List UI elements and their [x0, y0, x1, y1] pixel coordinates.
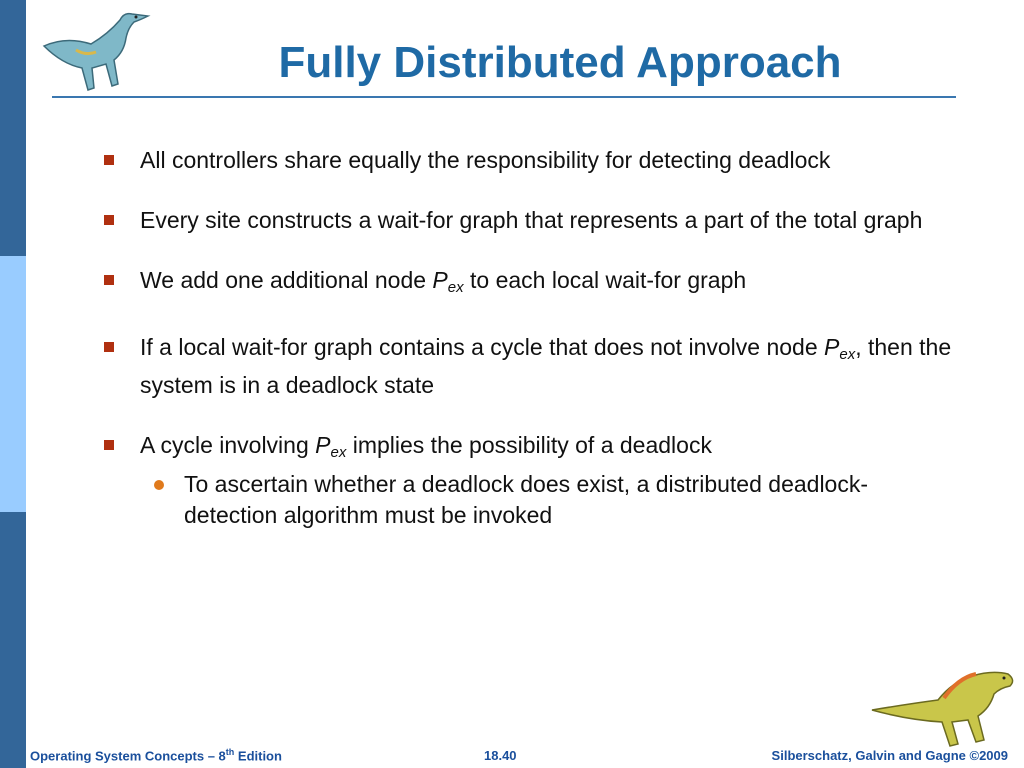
bullet-text: All controllers share equally the responsibility for detecting deadlock — [140, 147, 831, 173]
square-bullet-icon — [104, 275, 114, 285]
bullet-text-post: implies the possibility of a deadlock — [346, 432, 712, 458]
sidebar-middle-segment — [0, 256, 26, 512]
square-bullet-icon — [104, 440, 114, 450]
footer-page-number: 18.40 — [484, 748, 517, 763]
title-underline — [52, 96, 956, 98]
bullet-item — [100, 205, 960, 236]
bullet-text-post: , then the system is in a deadlock state — [140, 334, 952, 398]
footer-course-title — [30, 747, 282, 763]
bullet-text-pre: If a local wait-for graph contains a cycle that does not involve node — [140, 334, 825, 360]
round-bullet-icon — [154, 480, 164, 490]
footer-authors: Silberschatz, Galvin and Gagne ©2009 — [771, 748, 1008, 763]
node-variable-subscript: ex — [839, 346, 856, 363]
bullet-text-pre: A cycle involving — [140, 432, 316, 458]
node-variable-subscript: ex — [330, 444, 347, 461]
square-bullet-icon — [104, 155, 114, 165]
node-variable-subscript: ex — [447, 279, 464, 296]
bullet-item — [100, 145, 960, 176]
slide-title: Fully Distributed Approach — [278, 38, 842, 87]
bullet-text: Every site constructs a wait-for graph that represents a part of the total graph — [140, 207, 923, 233]
sub-bullet-text: To ascertain whether a deadlock does exist, a distributed deadlock-detection algorithm must be invoked — [184, 471, 869, 528]
square-bullet-icon — [104, 342, 114, 352]
node-variable: P — [824, 334, 840, 360]
bullet-text-pre: We add one additional node — [140, 267, 433, 293]
bullet-item — [100, 430, 960, 468]
bullet-item — [100, 265, 960, 303]
dinosaur-bottom-right-icon — [868, 660, 1018, 750]
square-bullet-icon — [104, 215, 114, 225]
footer-superscript: th — [225, 746, 235, 757]
bullet-list — [100, 145, 960, 531]
footer-course-text: Operating System Concepts – 8 — [30, 748, 226, 763]
sub-bullet-item — [100, 469, 960, 531]
node-variable: P — [432, 267, 448, 293]
bullet-text-post: to each local wait-for graph — [463, 267, 747, 293]
sidebar-top-segment — [0, 0, 26, 256]
left-sidebar — [0, 0, 26, 768]
dinosaur-top-left-icon — [36, 6, 156, 96]
node-variable: P — [315, 432, 331, 458]
footer-edition-text: Edition — [234, 748, 282, 763]
bullet-item — [100, 332, 960, 401]
sidebar-bottom-segment — [0, 512, 26, 768]
